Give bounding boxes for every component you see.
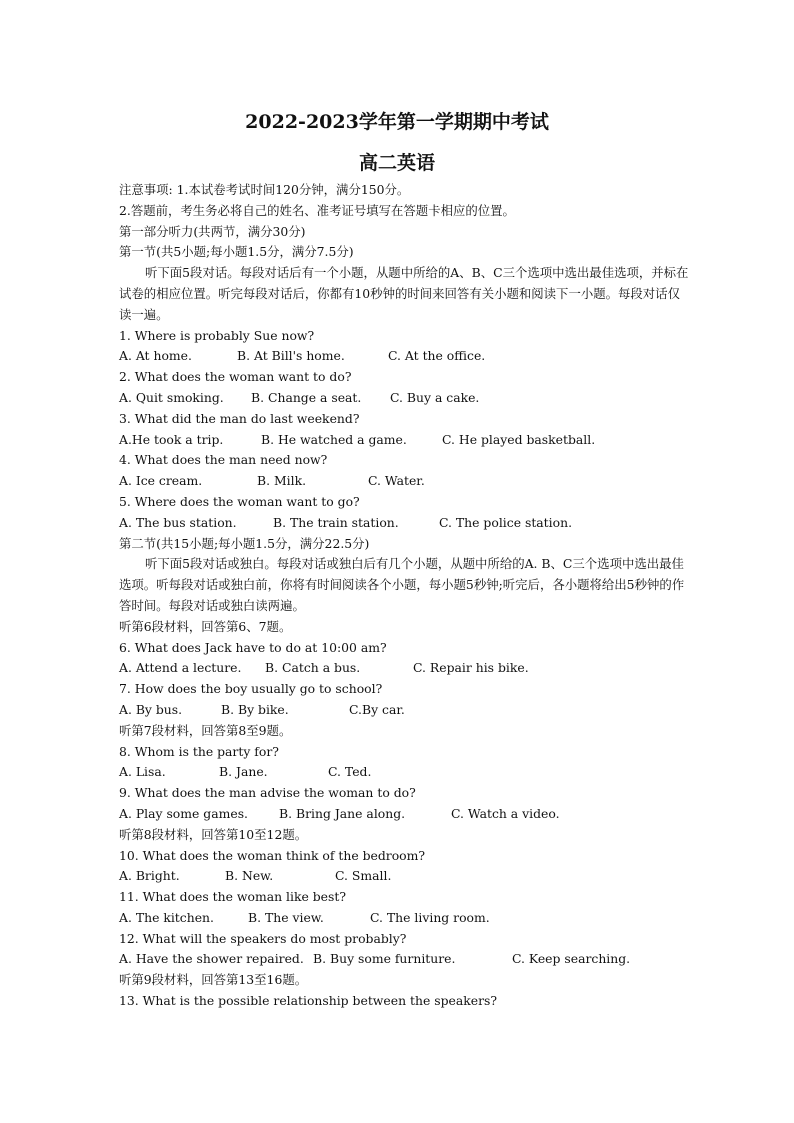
option-a[interactable]: A. Lisa.	[119, 764, 166, 780]
material-heading: 听第6段材料，回答第6、7题。	[119, 618, 292, 634]
option-b[interactable]: B. The train station.	[273, 514, 399, 530]
question: 1. Where is probably Sue now?	[119, 327, 315, 343]
exam-content	[119, 180, 689, 1012]
material-heading: 听第8段材料，回答第10至12题。	[119, 826, 308, 842]
exam-subtitle: 高二英语	[358, 152, 435, 174]
options-row	[119, 471, 689, 492]
question: 13. What is the possible relationship between the speakers?	[119, 993, 497, 1009]
option-b[interactable]: B. Jane.	[219, 764, 268, 780]
options-row	[119, 700, 689, 721]
option-a[interactable]: A. Have the shower repaired.	[119, 951, 304, 967]
question: 7. How does the boy usually go to school?	[119, 681, 383, 697]
question: 11. What does the woman like best?	[119, 889, 346, 905]
option-a[interactable]: A. Ice cream.	[119, 473, 203, 489]
option-a[interactable]: A. The kitchen.	[119, 909, 214, 925]
question: 4. What does the man need now?	[119, 452, 328, 468]
option-a[interactable]: A.He took a trip.	[119, 431, 224, 447]
options-row	[119, 388, 689, 409]
options-row	[119, 949, 689, 970]
option-b[interactable]: B. Bring Jane along.	[279, 805, 406, 821]
option-a[interactable]: A. The bus station.	[119, 514, 237, 530]
note-line: 2.答题前，考生务必将自己的姓名、准考证号填写在答题卡相应的位置。	[119, 202, 515, 218]
option-c[interactable]: C. Watch a video.	[451, 805, 560, 821]
question: 10. What does the woman think of the bedroom?	[119, 847, 426, 863]
option-c[interactable]: C. At the office.	[388, 348, 486, 364]
options-row	[119, 908, 689, 929]
question: 8. Whom is the party for?	[119, 743, 279, 759]
question: 5. Where does the woman want to go?	[119, 493, 360, 509]
part-heading: 第一部分听力(共两节，满分30分)	[119, 223, 306, 239]
option-c[interactable]: C. Keep searching.	[512, 951, 631, 967]
section-heading: 第一节(共5小题;每小题1.5分，满分7.5分)	[119, 244, 354, 260]
option-c[interactable]: C.By car.	[349, 701, 405, 717]
options-row	[119, 658, 689, 679]
option-a[interactable]: A. Play some games.	[119, 805, 248, 821]
option-a[interactable]: A. By bus.	[119, 701, 183, 717]
option-b[interactable]: B. Change a seat.	[251, 389, 362, 405]
option-b[interactable]: B. At Bill's home.	[237, 348, 345, 364]
options-row	[119, 866, 689, 887]
material-heading: 听第7段材料，回答第8至9题。	[119, 722, 292, 738]
option-b[interactable]: B. He watched a game.	[261, 431, 407, 447]
option-c[interactable]: C. Buy a cake.	[390, 389, 480, 405]
question: 3. What did the man do last weekend?	[119, 410, 360, 426]
options-row	[119, 513, 689, 534]
option-c[interactable]: C. The living room.	[370, 909, 490, 925]
section-instructions: 听下面5段对话或独白。每段对话或独白后有几个小题，从题中所给的A. B、C三个选项中选出最佳选项。听每段对话或独白前，你将有时间阅读各个小题，每小题5秒钟;听完后，各小题将给出5秒钟的作答时间。每段对话或独白读两遍。	[119, 556, 685, 613]
option-b[interactable]: B. New.	[225, 868, 274, 884]
question: 6. What does Jack have to do at 10:00 am?	[119, 639, 387, 655]
options-row	[119, 804, 689, 825]
option-b[interactable]: B. By bike.	[221, 701, 289, 717]
section-heading: 第二节(共15小题;每小题1.5分，满分22.5分)	[119, 535, 370, 551]
option-b[interactable]: B. Buy some furniture.	[313, 951, 456, 967]
option-a[interactable]: A. At home.	[119, 348, 192, 364]
option-a[interactable]: A. Quit smoking.	[119, 389, 224, 405]
question: 2. What does the woman want to do?	[119, 369, 352, 385]
option-c[interactable]: C. Ted.	[328, 764, 372, 780]
option-b[interactable]: B. Catch a bus.	[265, 660, 361, 676]
option-c[interactable]: C. He played basketball.	[442, 431, 596, 447]
material-heading: 听第9段材料，回答第13至16题。	[119, 972, 308, 988]
option-a[interactable]: A. Attend a lecture.	[119, 660, 242, 676]
option-b[interactable]: B. The view.	[248, 909, 324, 925]
option-a[interactable]: A. Bright.	[119, 868, 180, 884]
question: 9. What does the man advise the woman to do?	[119, 785, 416, 801]
options-row	[119, 346, 689, 367]
section-instructions: 听下面5段对话。每段对话后有一个小题，从题中所给的A、B、C三个选项中选出最佳选项，并标在试卷的相应位置。听完每段对话后，你都有10秒钟的时间来回答有关小题和阅读下一小题。每段对话仅读一遍。	[119, 265, 689, 322]
option-c[interactable]: C. The police station.	[439, 514, 573, 530]
option-c[interactable]: C. Repair his bike.	[413, 660, 529, 676]
question: 12. What will the speakers do most probably?	[119, 930, 407, 946]
note-line: 注意事项: 1.本试卷考试时间120分钟，满分150分。	[119, 182, 410, 197]
options-row	[119, 430, 689, 451]
options-row	[119, 762, 689, 783]
exam-title: 2022-2023学年第一学期期中考试	[245, 111, 549, 133]
option-c[interactable]: C. Water.	[368, 473, 425, 489]
option-b[interactable]: B. Milk.	[257, 473, 307, 489]
option-c[interactable]: C. Small.	[335, 868, 392, 884]
